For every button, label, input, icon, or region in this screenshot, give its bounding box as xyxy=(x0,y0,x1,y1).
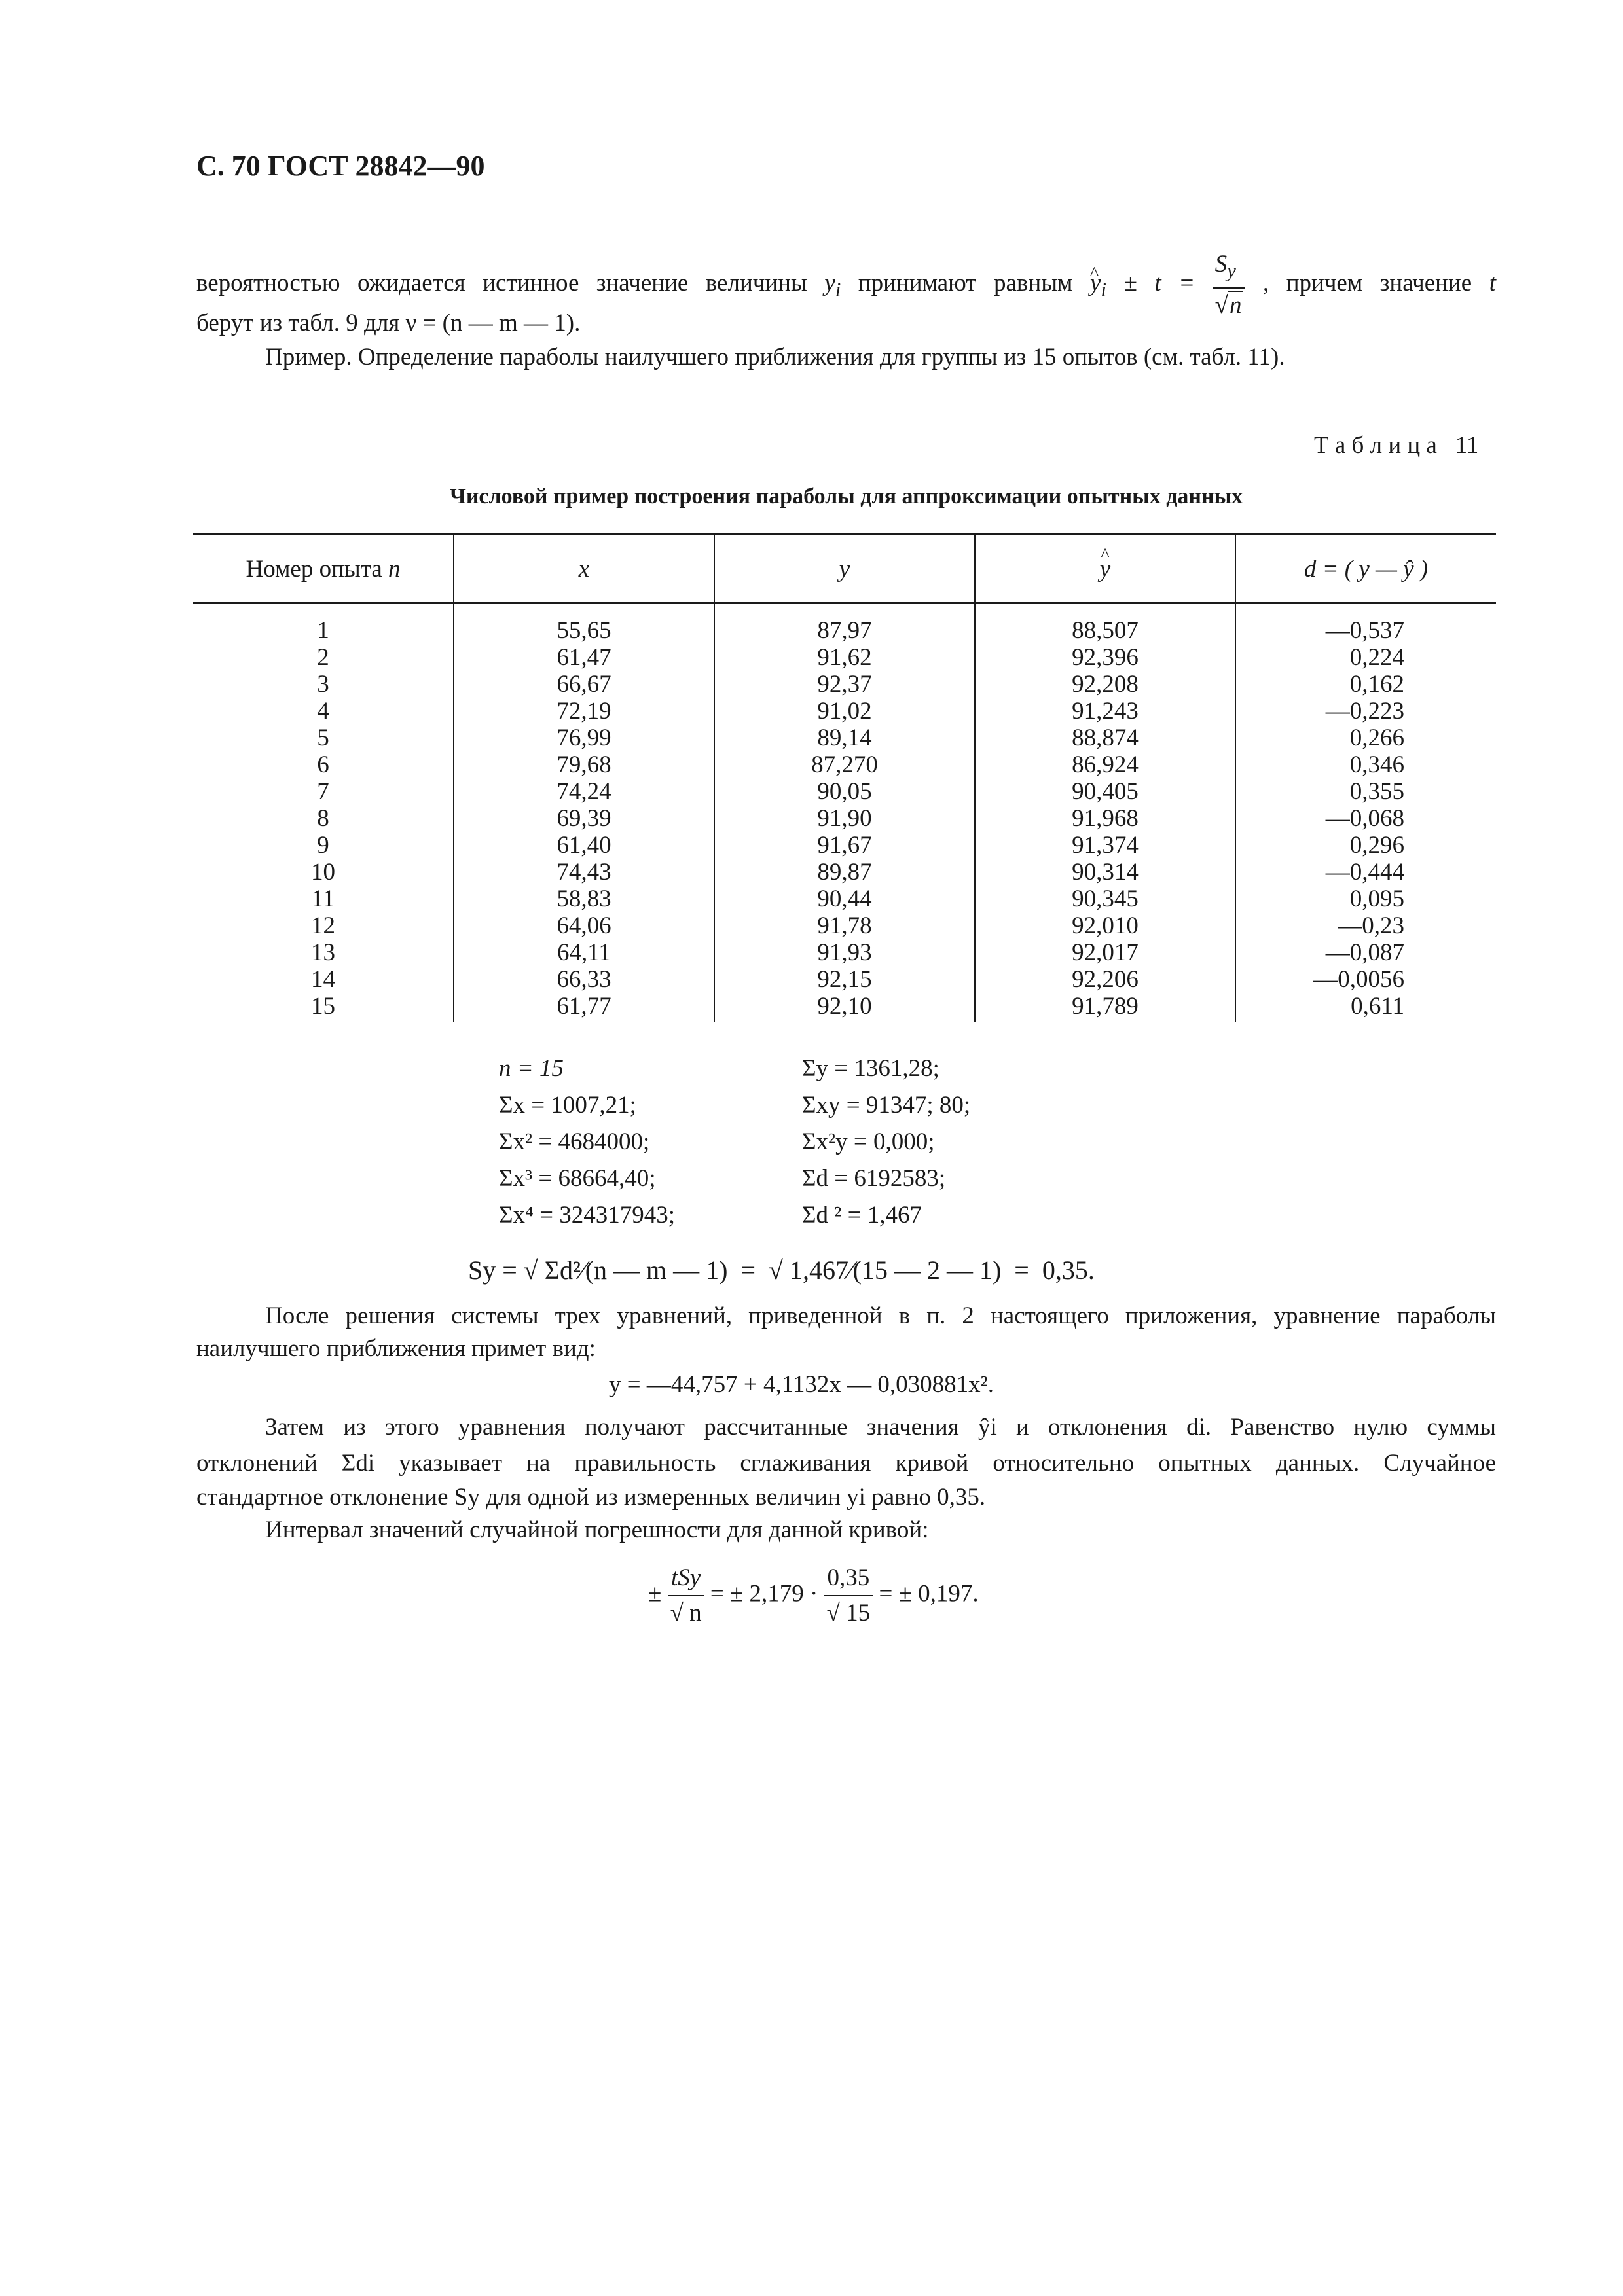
var-yhat: ^ y xyxy=(1090,266,1101,300)
sum-d2: Σd ² = 1,467 xyxy=(802,1202,922,1229)
sums-left xyxy=(499,1050,675,1234)
sum-x3: Σx³ = 68664,40; xyxy=(499,1165,656,1192)
sum-y: Σy = 1361,28; xyxy=(802,1055,939,1082)
page-header: С. 70 ГОСТ 28842—90 xyxy=(196,150,485,182)
header-exp-number: Номер опыта n xyxy=(193,535,454,603)
sum-xy: Σxy = 91347; 80; xyxy=(802,1092,971,1119)
column-y: 87,97 91,62 92,37 91,02 89,14 87,270 90,05 91,90 91,67 89,87 90,44 91,78 91,93 92,15 92,10 xyxy=(714,603,975,1023)
fraction-sy-sqrtn: $\frac{S_y}{√n}$ xyxy=(1213,247,1246,323)
table-body-row xyxy=(193,603,1496,1023)
final-mid: = ± 2,179 · xyxy=(710,1580,818,1607)
table-header-row xyxy=(193,535,1496,603)
intro-line-2: берут из табл. 9 для ν = (n — m — 1). xyxy=(196,310,581,336)
parabola-equation: y = —44,757 + 4,1132x — 0,030881x². xyxy=(609,1371,994,1398)
column-x: 55,65 61,47 66,67 72,19 76,99 79,68 74,24 69,39 61,40 74,43 58,83 64,06 64,11 66,33 61,77 xyxy=(454,603,714,1023)
table-label: Т а б л и ц а 11 xyxy=(1314,432,1479,459)
after-p2-line3: стандартное отклонение Sy для одной из измеренных величин yi равно 0,35. xyxy=(196,1484,986,1511)
intro-text-mid: принимают равным xyxy=(858,270,1073,297)
intro-text: вероятностью ожидается истинное значение величины xyxy=(196,270,807,297)
column-d: —0,537 0,224 0,162 —0,223 0,266 0,346 0,355 —0,068 0,296 —0,444 0,095 —0,23 —0,087 —0,0056 0,611 xyxy=(1235,603,1496,1023)
header-x: x xyxy=(454,535,714,603)
final-formula xyxy=(648,1561,979,1630)
var-y: y xyxy=(824,270,835,297)
final-frac-1: $\frac{\text{tSy}}{√ n}$ xyxy=(668,1561,704,1630)
header-y: y xyxy=(714,535,975,603)
header-yhat: ^ y xyxy=(975,535,1235,603)
after-p1-line1: После решения системы трех уравнений, приведенной в п. 2 настоящего приложения, уравнение параболы xyxy=(265,1302,1496,1329)
intro-line-1: вероятностью ожидается истинное значение величины $y_i$ принимают равным ^ $y_i \pm t$ = $\frac{S_y}{√n}$ , причем значение t xyxy=(196,247,1496,323)
sy-formula: Sy = √ Σd²⁄(n — m — 1) = √ 1,467⁄(15 — 2 — 1) = 0,35. xyxy=(468,1255,1095,1285)
final-pm: ± xyxy=(648,1580,662,1607)
sum-x4: Σx⁴ = 324317943; xyxy=(499,1202,676,1229)
after-p2-line1: Затем из этого уравнения получают рассчитанные значения ŷi и отклонения di. Равенство нулю суммы xyxy=(265,1414,1496,1441)
final-frac-2: $\frac{0,35}{√ 15}$ xyxy=(824,1561,873,1630)
sum-d: Σd = 6192583; xyxy=(802,1165,946,1192)
after-p2-line2: отклонений Σdi указывает на правильность сглаживания кривой относительно опытных данных. Случайное xyxy=(196,1450,1496,1477)
column-yhat: 88,507 92,396 92,208 91,243 88,874 86,924 90,405 91,968 91,374 90,314 90,345 92,010 92,017 92,206 91,789 xyxy=(975,603,1235,1023)
column-n: 1 2 3 4 5 6 7 8 9 10 11 12 13 14 15 xyxy=(311,617,335,1020)
after-p3: Интервал значений случайной погрешности для данной кривой: xyxy=(265,1516,929,1543)
pm-t: ± t = xyxy=(1123,270,1195,297)
after-p1-line2: наилучшего приближения примет вид: xyxy=(196,1335,596,1362)
sum-n: n = 15 xyxy=(499,1055,564,1082)
final-end: = ± 0,197. xyxy=(879,1580,979,1607)
sums-right xyxy=(802,1050,970,1234)
intro-text-post: , причем значение xyxy=(1262,270,1472,297)
var-t: t xyxy=(1489,270,1496,297)
sum-x2: Σx² = 4684000; xyxy=(499,1128,650,1155)
var-sub: i xyxy=(835,278,841,301)
data-table xyxy=(193,533,1496,1022)
sum-x: Σx = 1007,21; xyxy=(499,1092,636,1119)
header-d: d = ( y — ŷ ) xyxy=(1235,535,1496,603)
intro-line-3: Пример. Определение параболы наилучшего приближения для группы из 15 опытов (см. табл. 11). xyxy=(265,344,1285,370)
table-title: Числовой пример построения параболы для аппроксимации опытных данных xyxy=(449,484,1243,509)
sum-x2y: Σx²y = 0,000; xyxy=(802,1128,935,1155)
frac-den: n xyxy=(1229,292,1242,319)
frac-num: S xyxy=(1214,251,1228,278)
